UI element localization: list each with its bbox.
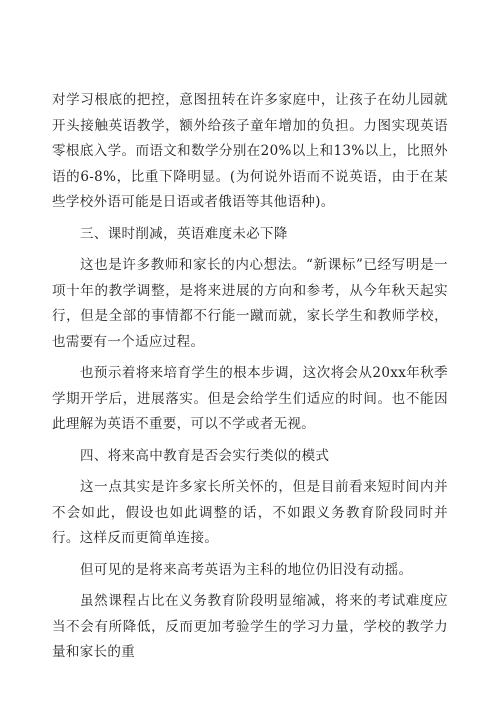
paragraph-2: 这也是许多教师和家长的内心想法。“新课标”已经写明是一项十年的教学调整，是将来进展的方向和参考，从今年秋天起实行，但是全部的事情都不行能一蹴而就，家长学生和教师学校，也需要有一个适应过程。 <box>52 257 448 350</box>
document-body <box>52 88 448 672</box>
section-heading-4: 四、将来高中教育是否会实行类似的模式 <box>80 447 330 464</box>
paragraph-4: 这一点其实是许多家长所关怀的，但是目前看来短时间内并不会如此，假设也如此调整的话，不如跟义务教育阶段同时并行。这样反而更简单连接。 <box>52 479 448 546</box>
paragraph-5: 但可见的是将来高考英语为主科的地位仍旧没有动摇。 <box>80 561 413 578</box>
section-heading-3: 三、课时削减，英语难度未必下降 <box>80 225 288 242</box>
paragraph-6: 虽然课程占比在义务教育阶段明显缩减，将来的考试难度应当不会有所降低，反而更加考验学生的学习力量，学校的教学力量和家长的重 <box>52 593 448 660</box>
paragraph-1: 对学习根底的把控，意图扭转在许多家庭中，让孩子在幼儿园就开头接触英语教学，额外给孩子童年增加的负担。力图实现英语零根底入学。而语文和数学分别在20%以上和13%以上，比照外语的6-8%，比重下降明显。(为何说外语而不说英语，由于在某些学校外语可能是日语或者俄语等其他语种)。 <box>52 92 448 210</box>
paragraph-3: 也预示着将来培育学生的根本步调，这次将会从20xx年秋季学期开学后，进展落实。但是会给学生们适应的时间。也不能因此理解为英语不重要，可以不学或者无视。 <box>52 365 448 432</box>
